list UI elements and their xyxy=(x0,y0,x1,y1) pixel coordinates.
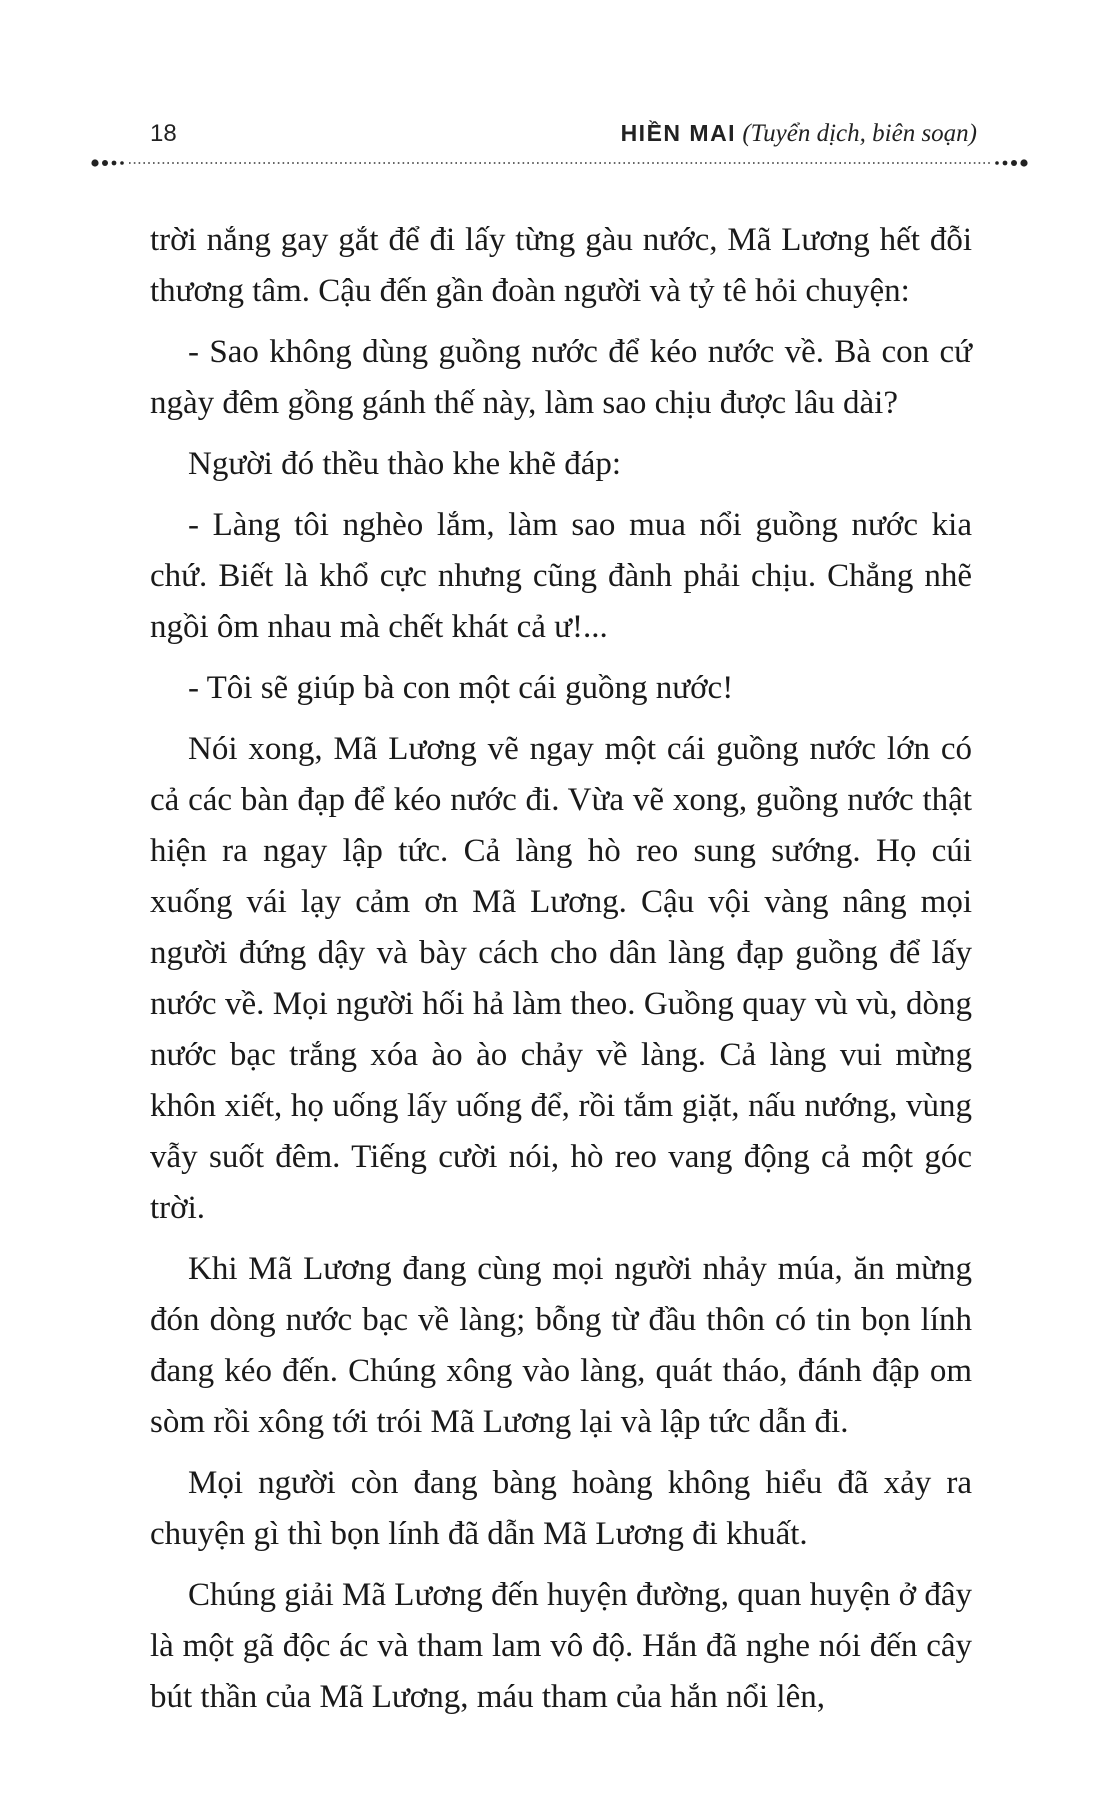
paragraph-continued: trời nắng gay gắt để đi lấy từng gàu nước, Mã Lương hết đỗi thương tâm. Cậu đến gần đoàn người và tỷ tê hỏi chuyện: xyxy=(150,222,972,309)
paragraph: Mọi người còn đang bàng hoàng không hiểu đã xảy ra chuyện gì thì bọn lính đã dẫn Mã Lương đi khuất. xyxy=(150,1465,972,1552)
page-header xyxy=(150,108,977,148)
header-divider xyxy=(90,158,1029,168)
paragraph: Người đó thều thào khe khẽ đáp: xyxy=(188,446,622,482)
page-number: 18 xyxy=(150,120,177,147)
paragraph: Chúng giải Mã Lương đến huyện đường, quan huyện ở đây là một gã độc ác và tham lam vô độ. Hắn đã nghe nói đến cây bút thần của Mã Lương, máu tham của hắn nổi lên, xyxy=(150,1577,972,1715)
paragraph: Nói xong, Mã Lương vẽ ngay một cái guồng nước lớn có cả các bàn đạp để kéo nước đi. Vừa vẽ xong, guồng nước thật hiện ra ngay lập tức. Cả làng hò reo sung sướng. Họ cúi xuống vái lạy cảm ơn Mã Lương. Cậu vội vàng nâng mọi người đứng dậy và bày cách cho dân làng đạp guồng để lấy nước về. Mọi người hối hả làm theo. Guồng quay vù vù, dòng nước bạc trắng xóa ào ào chảy về làng. Cả làng vui mừng khôn xiết, họ uống lấy uống để, rồi tắm giặt, nấu nướng, vùng vẫy suốt đêm. Tiếng cười nói, hò reo vang động cả một góc trời. xyxy=(150,731,972,1226)
body-text xyxy=(150,215,972,1733)
running-head-author: HIỀN MAI xyxy=(620,120,737,146)
running-head xyxy=(621,120,977,148)
running-head-subtitle: (Tuyển dịch, biên soạn) xyxy=(742,120,977,147)
paragraph: Khi Mã Lương đang cùng mọi người nhảy múa, ăn mừng đón dòng nước bạc về làng; bỗng từ đầu thôn có tin bọn lính đang kéo đến. Chúng xông vào làng, quát tháo, đánh đập om sòm rồi xông tới trói Mã Lương lại và lập tức dẫn đi. xyxy=(150,1251,972,1440)
dialogue-question: - Sao không dùng guồng nước để kéo nước về. Bà con cứ ngày đêm gồng gánh thế này, làm sao chịu được lâu dài? xyxy=(150,334,972,421)
dialogue-reply: - Làng tôi nghèo lắm, làm sao mua nổi guồng nước kia chứ. Biết là khổ cực nhưng cũng đành phải chịu. Chẳng nhẽ ngồi ôm nhau mà chết khát cả ư!... xyxy=(150,507,972,645)
dialogue-promise: - Tôi sẽ giúp bà con một cái guồng nước! xyxy=(188,670,734,706)
